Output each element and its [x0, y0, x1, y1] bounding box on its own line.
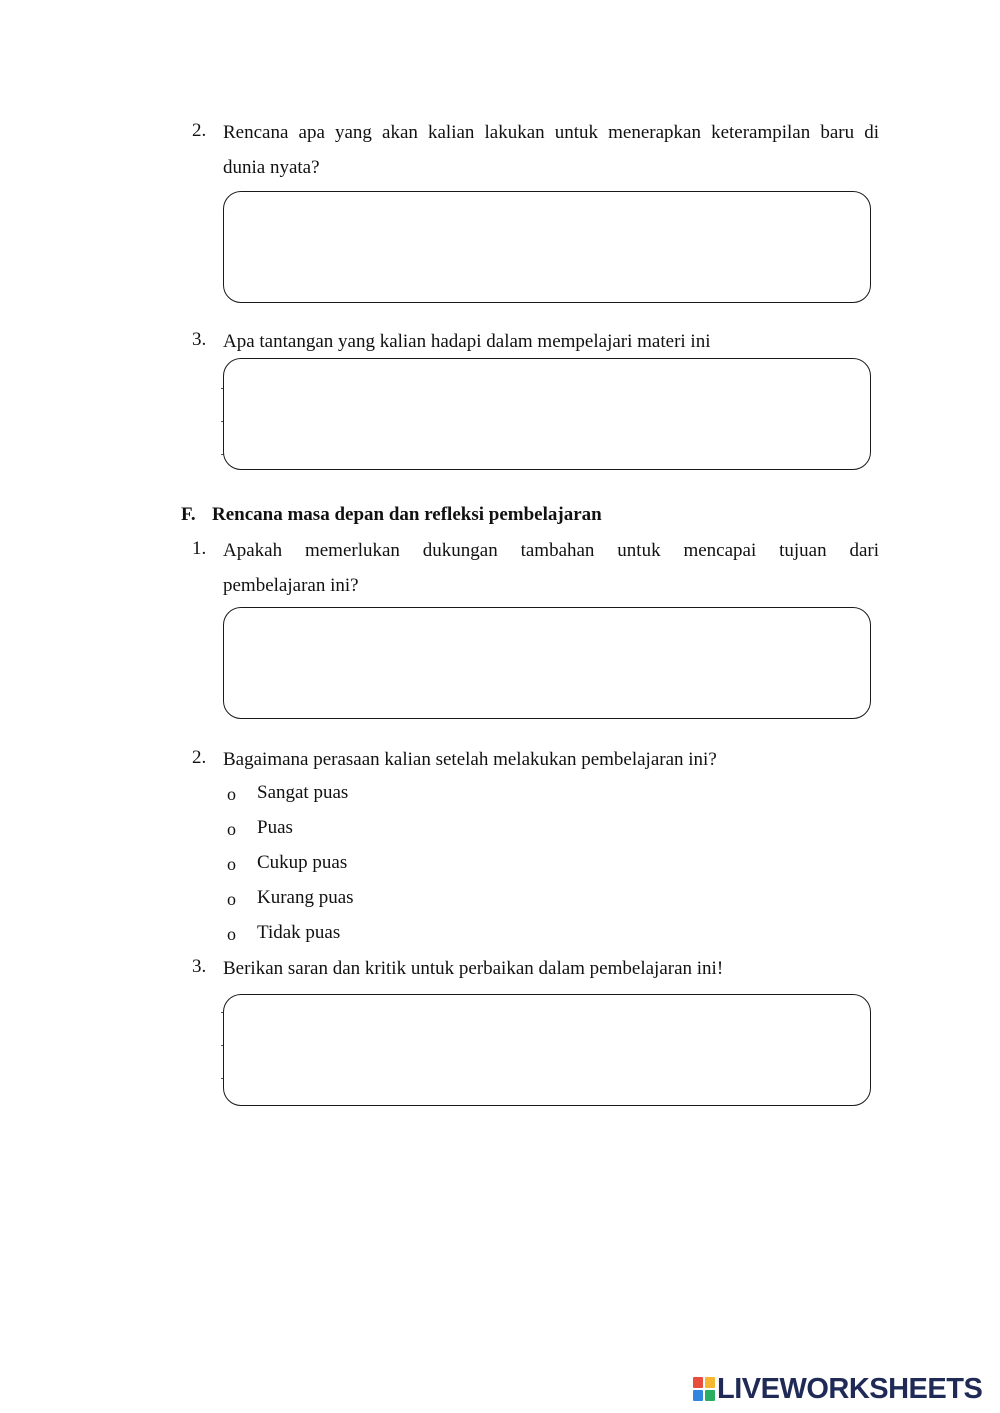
logo-square: [693, 1390, 703, 1401]
radio-circle[interactable]: o: [227, 819, 236, 839]
logo-square: [705, 1390, 715, 1401]
radio-circle[interactable]: o: [227, 889, 236, 909]
logo-square: [705, 1377, 715, 1388]
question-2-text-line1: Rencana apa yang akan kalian lakukan untuk menerapkan keterampilan baru di: [223, 122, 879, 143]
section-f-question-3-number: 3.: [192, 956, 207, 977]
section-f-title: Rencana masa depan dan refleksi pembelajaran: [212, 504, 602, 525]
radio-option-label[interactable]: Tidak puas: [257, 922, 341, 943]
section-f-question-1-text-line1: Apakah memerlukan dukungan tambahan untuk mencapai tujuan dari: [223, 540, 879, 561]
liveworksheets-logo-icon: [693, 1377, 715, 1401]
section-f-question-3-text: Berikan saran dan kritik untuk perbaikan dalam pembelajaran ini!: [223, 958, 724, 979]
section-f-question-1-number: 1.: [192, 538, 207, 559]
section-f-letter: F.: [181, 504, 196, 525]
radio-option-label[interactable]: Kurang puas: [257, 887, 354, 908]
question-2-number: 2.: [192, 120, 207, 141]
radio-circle[interactable]: o: [227, 924, 236, 944]
liveworksheets-logo-text: LIVEWORKSHEETS: [717, 1372, 983, 1405]
radio-circle[interactable]: o: [227, 854, 236, 874]
answer-box-question-2[interactable]: [223, 191, 871, 303]
question-3-number: 3.: [192, 329, 207, 350]
answer-box-question-3[interactable]: [223, 358, 871, 470]
section-f-question-2-text: Bagaimana perasaan kalian setelah melakukan pembelajaran ini?: [223, 749, 717, 770]
radio-option-label[interactable]: Puas: [257, 817, 293, 838]
radio-option-label[interactable]: Sangat puas: [257, 782, 349, 803]
radio-option-label[interactable]: Cukup puas: [257, 852, 348, 873]
section-f-heading: [181, 504, 602, 526]
logo-square: [693, 1377, 703, 1388]
liveworksheets-logo: [693, 1372, 982, 1406]
question-3-text: Apa tantangan yang kalian hadapi dalam mempelajari materi ini: [223, 331, 711, 352]
question-2-text-line2: dunia nyata?: [223, 157, 320, 178]
answer-box-section-f-question-3[interactable]: [223, 994, 871, 1106]
radio-circle[interactable]: o: [227, 784, 236, 804]
answer-box-section-f-question-1[interactable]: [223, 607, 871, 719]
section-f-question-1-text-line2: pembelajaran ini?: [223, 575, 359, 596]
section-f-question-2-number: 2.: [192, 747, 207, 768]
